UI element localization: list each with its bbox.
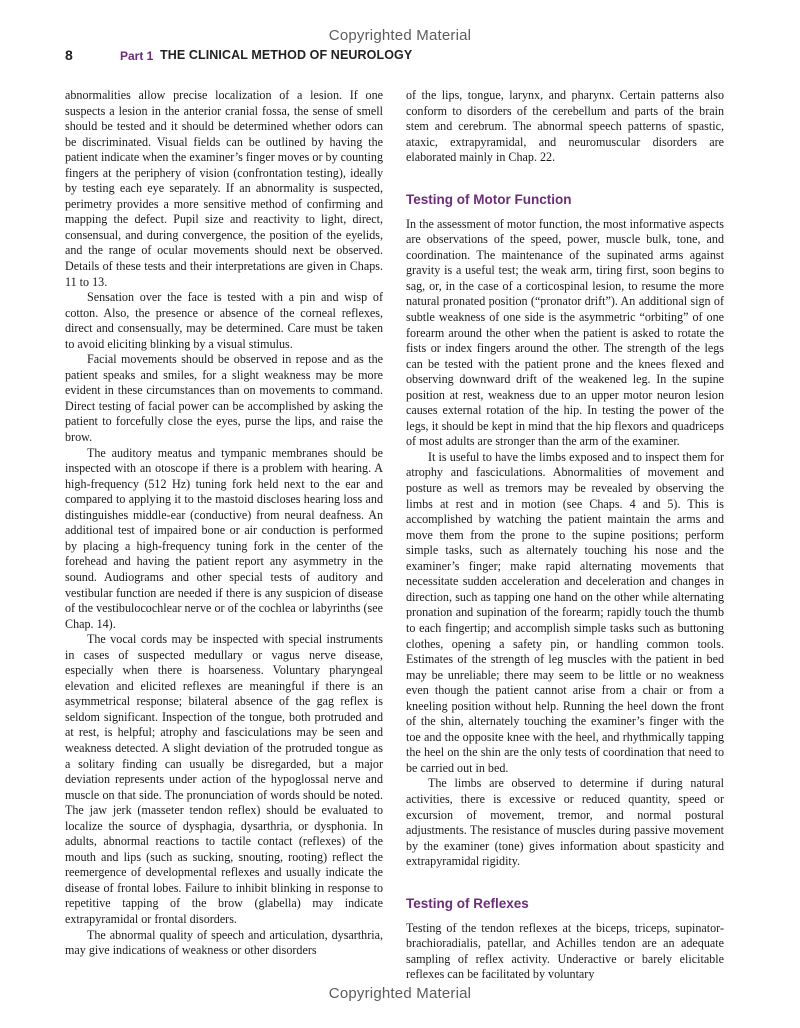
- section-heading-motor-function: Testing of Motor Function: [406, 191, 572, 207]
- left-column: [65, 88, 383, 959]
- paragraph: of the lips, tongue, larynx, and pharynx. Certain patterns also conform to disorders of the cerebellum and parts of the brain stem and cerebrum. The abnormal speech patterns of spastic, ataxic, extrapyramidal, and neuromuscular disorders are elaborated mainly in Chap. 22.: [406, 88, 724, 165]
- right-column: [406, 88, 724, 983]
- running-head: [65, 47, 735, 67]
- copyright-watermark-top: Copyrighted Material: [328, 27, 472, 44]
- chapter-title: THE CLINICAL METHOD OF NEUROLOGY: [160, 48, 413, 62]
- paragraph: abnormalities allow precise localization of a lesion. If one suspects a lesion in the anterior cranial fossa, the sense of smell should be tested and it should be determined whether odors can be discriminated. Visual fields can be outlined by having the patient indicate when the examiner’s finger moves or by counting fingers at the periphery of vision (confrontation testing), ideally by testing each eye separately. If an abnormality is suspected, perimetry provides a more sensitive method of confirming and mapping the defect. Pupil size and reactivity to light, direct, consensual, and during convergence, the position of the eyelids, and the range of ocular movements should next be observed. Details of these tests and their interpretations are given in Chaps. 11 to 13.: [65, 88, 383, 289]
- section-heading-reflexes: Testing of Reflexes: [406, 895, 529, 911]
- paragraph: Facial movements should be observed in repose and as the patient speaks and smiles, for a slight weakness may be more evident in these circumstances than on movements to command. Direct testing of facial power can be accomplished by asking the patient to forcefully close the eyes, purse the lips, and raise the brow.: [65, 352, 383, 445]
- copyright-watermark-bottom: Copyrighted Material: [328, 985, 472, 1002]
- paragraph: In the assessment of motor function, the most informative aspects are observations of the speed, power, muscle bulk, tone, and coordination. The maintenance of the supinated arms against gravity is a useful test; the weak arm, tiring first, soon begins to sag, or, in the case of a corticospinal lesion, to resume the more natural pronated position (“pronator drift”). An additional sign of subtle weakness of one side is the asymmetric “orbiting” of one forearm around the other when the patient is asked to rotate the fists or index fingers around the other. The strength of the legs can be tested with the patient prone and the knees flexed and observing downward drift of the weakened leg. In the supine position at rest, weakness due to an upper motor neuron lesion causes external rotation of the hip. In testing the power of the legs, it should be kept in mind that the hip flexors and quadriceps of most adults are stronger than the arm of the examiner.: [406, 216, 724, 449]
- paragraph: The abnormal quality of speech and articulation, dysarthria, may give indications of weakness or other disorders: [65, 927, 383, 958]
- paragraph: The auditory meatus and tympanic membranes should be inspected with an otoscope if there is a problem with hearing. A high-frequency (512 Hz) tuning fork held next to the ear and compared to applying it to the mastoid discloses hearing loss and distinguishes middle-ear (conductive) from neural deafness. An additional test of impaired bone or air conduction is performed by placing a high-frequency tuning fork in the center of the forehead and having the patient report any asymmetry in the sound. Audiograms and other special tests of auditory and vestibular function are needed if there is any suspicion of disease of the vestibulocochlear nerve or of the cochlea or labyrinths (see Chap. 14).: [65, 445, 383, 631]
- paragraph: Sensation over the face is tested with a pin and wisp of cotton. Also, the presence or absence of the corneal reflexes, direct and consensually, may be determined. Care must be taken to avoid eliciting blinking by a visual stimulus.: [65, 290, 383, 351]
- page-number: 8: [65, 47, 73, 63]
- part-label: Part 1: [120, 49, 154, 63]
- paragraph: The limbs are observed to determine if during natural activities, there is excessive or reduced quantity, speed or excursion of movement, tremor, and normal postural adjustments. The resistance of muscles during passive movement by the examiner (tone) gives information about spasticity and extrapyramidal rigidity.: [406, 776, 724, 869]
- paragraph: The vocal cords may be inspected with special instruments in cases of suspected medullary or vagus nerve disease, especially when there is hoarseness. Voluntary pharyngeal elevation and elicited reflexes are meaningful if there is an asymmetrical response; bilateral absence of the gag reflex is seldom significant. Inspection of the tongue, both protruded and at rest, is helpful; atrophy and fasciculations may be seen and weakness detected. A slight deviation of the protruded tongue as a solitary finding can usually be disregarded, but a major deviation represents under action of the hypoglossal nerve and muscle on that side. The pronunciation of words should be noted. The jaw jerk (masseter tendon reflex) should be evaluated to localize the source of dysphagia, dysarthria, or dysphonia. In adults, abnormal reactions to tactile contact (reflexes) of the mouth and lips (such as sucking, snouting, rooting) reflect the reemergence of developmental reflexes and usually indicate the disease of frontal lobes. Failure to inhibit blinking in response to repetitive tapping of the brow (glabella) may indicate extrapyramidal or frontal disorders.: [65, 632, 383, 926]
- paragraph: Testing of the tendon reflexes at the biceps, triceps, supinator-brachioradialis, patellar, and Achilles tendon are an adequate sampling of reflex activity. Underactive or barely elicitable reflexes can be facilitated by voluntary: [406, 920, 724, 982]
- paragraph: It is useful to have the limbs exposed and to inspect them for atrophy and fasciculations. Abnormalities of movement and posture as well as tremors may be revealed by observing the limbs at rest and in motion (see Chaps. 4 and 5). This is accomplished by watching the patient maintain the arms and move them from the prone to the supine positions; perform simple tasks, such as alternately touching his nose and the examiner’s finger; make rapid alternating movements that necessitate sudden acceleration and deceleration and changes in direction, such as tapping one hand on the other while alternating pronation and supination of the forearm; rapidly touch the thumb to each fingertip; and accomplish simple tasks such as buttoning clothes, opening a safety pin, or handling common tools. Estimates of the strength of leg muscles with the patient in bed may be unreliable; there may seem to be little or no weakness even though the patient cannot arise from a chair or from a kneeling position without help. Running the heel down the front of the shin, alternately touching the examiner’s finger with the toe and the opposite knee with the heel, and rhythmically tapping the heel on the shin are the only tests of coordination that need to be carried out in bed.: [406, 449, 724, 775]
